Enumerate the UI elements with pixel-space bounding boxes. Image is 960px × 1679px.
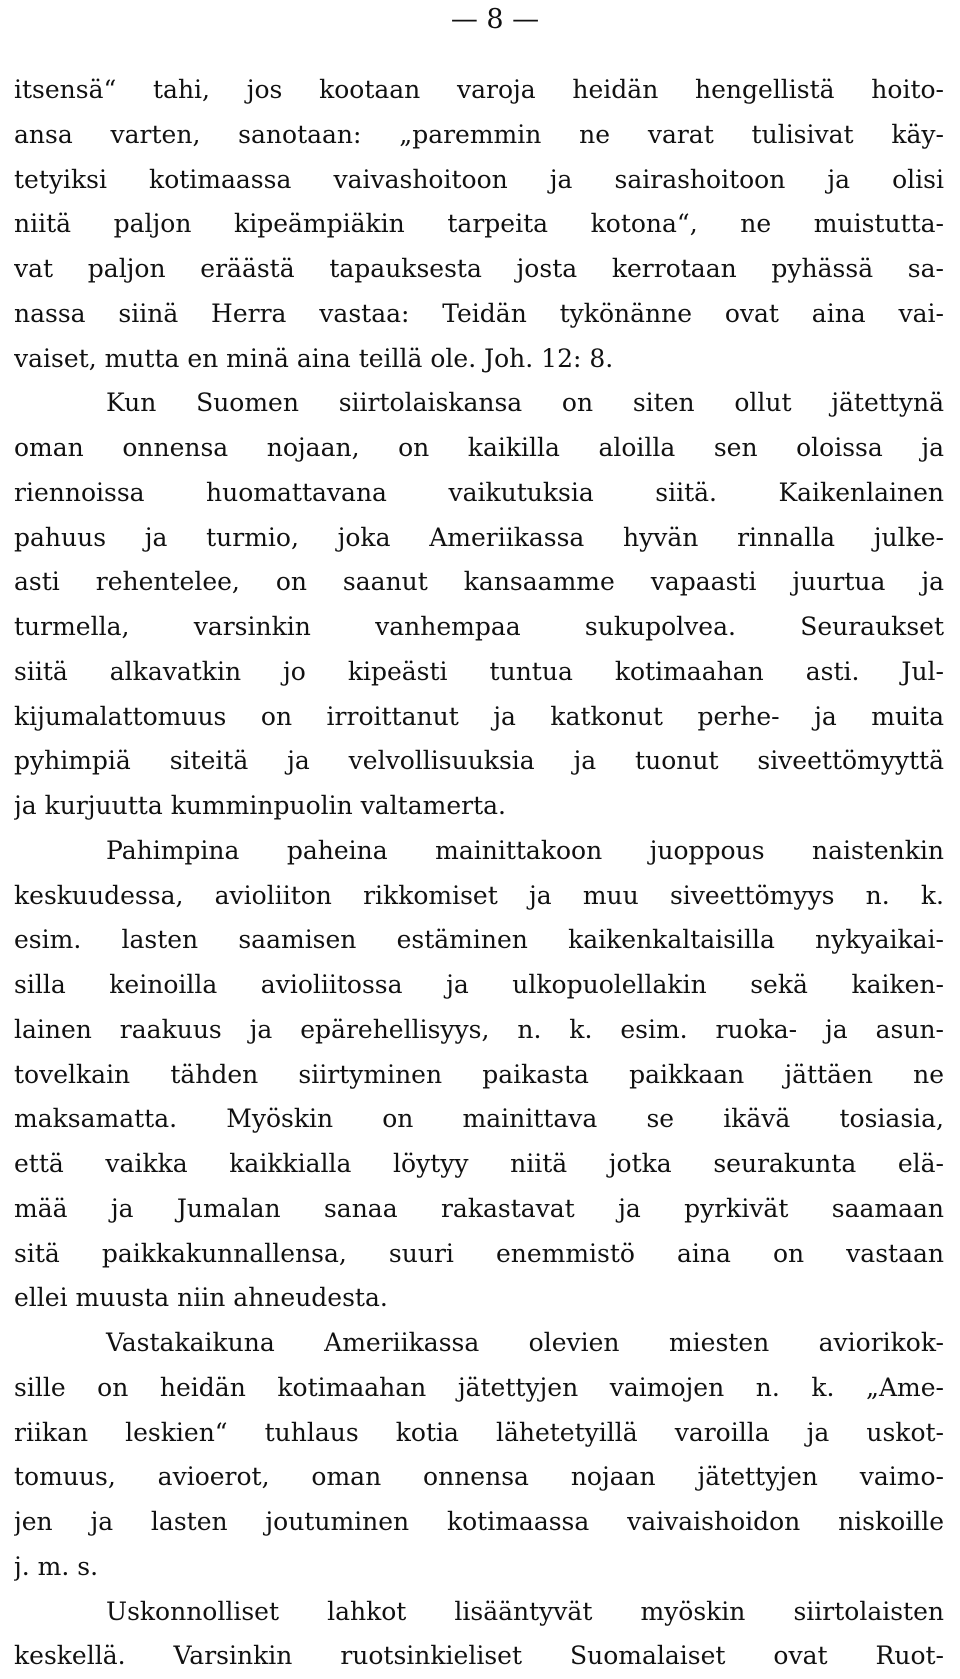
text-line: keskellä. Varsinkin ruotsinkieliset Suomalaiset ovat Ruot- (14, 1641, 944, 1671)
text-line: ellei muusta niin ahneudesta. (14, 1283, 388, 1313)
text-line: siitä alkavatkin jo kipeästi tuntua kotimaahan asti. Jul- (14, 656, 944, 686)
text-line: nassa siinä Herra vastaa: Teidän tykönänne ovat aina vai- (14, 298, 944, 328)
text-line: Uskonnolliset lahkot lisääntyvät myöskin siirtolaisten (106, 1596, 944, 1626)
text-line: turmella, varsinkin vanhempaa sukupolvea. Seuraukset (14, 612, 944, 641)
text-line: pyhimpiä siteitä ja velvollisuuksia ja tuonut siveettömyyttä (14, 746, 944, 776)
text-line: ja kurjuutta kumminpuolin valtamerta. (14, 791, 506, 820)
text-line: vat paljon eräästä tapauksesta josta kerrotaan pyhässä sa- (14, 254, 944, 283)
text-line: Vastakaikuna Ameriikassa olevien miesten aviorikok- (106, 1328, 944, 1357)
text-line: Kun Suomen siirtolaiskansa on siten ollut jätettynä (106, 388, 944, 418)
text-line: että vaikka kaikkialla löytyy niitä jotka seurakunta elä- (14, 1149, 944, 1178)
text-line: tovelkain tähden siirtyminen paikasta paikkaan jättäen ne (14, 1059, 944, 1089)
body-text (14, 68, 944, 1679)
text-line: riennoissa huomattavana vaikutuksia siitä. Kaikenlainen (14, 477, 944, 507)
text-line: itsensä“ tahi, jos kootaan varoja heidän hengellistä hoito- (14, 75, 944, 104)
text-line: ansa varten, sanotaan: „paremmin ne varat tulisivat käy- (14, 119, 944, 149)
text-line: riikan leskien“ tuhlaus kotia lähetetyillä varoilla ja uskot- (14, 1417, 944, 1447)
text-line: j. m. s. (14, 1551, 99, 1581)
text-line: tetyiksi kotimaassa vaivashoitoon ja sairashoitoon ja olisi (14, 164, 944, 194)
text-line: jen ja lasten joutuminen kotimaassa vaivaishoidon niskoille (14, 1507, 944, 1536)
text-line: silla keinoilla avioliitossa ja ulkopuolellakin sekä kaiken- (14, 970, 944, 999)
text-line: mää ja Jumalan sanaa rakastavat ja pyrkivät saamaan (14, 1193, 944, 1223)
text-line: lainen raakuus ja epärehellisyys, n. k. esim. ruoka- ja asun- (14, 1014, 944, 1044)
text-line: niitä paljon kipeämpiäkin tarpeita kotona“, ne muistutta- (14, 209, 944, 239)
text-line: asti rehentelee, on saanut kansaamme vapaasti juurtua ja (14, 567, 944, 597)
text-line: tomuus, avioerot, oman onnensa nojaan jätettyjen vaimo- (14, 1462, 944, 1492)
text-line: vaiset, mutta en minä aina teillä ole. Joh. 12: 8. (14, 343, 614, 373)
text-line: oman onnensa nojaan, on kaikilla aloilla sen oloissa ja (14, 433, 944, 462)
text-line: maksamatta. Myöskin on mainittava se ikävä tosiasia, (14, 1104, 944, 1134)
text-line: esim. lasten saamisen estäminen kaikenkaltaisilla nykyaikai- (14, 925, 944, 955)
page-number: — 8 — (450, 4, 540, 35)
text-line: sitä paikkakunnallensa, suuri enemmistö aina on vastaan (14, 1238, 944, 1268)
text-line: sille on heidän kotimaahan jätettyjen vaimojen n. k. „Ame- (14, 1372, 944, 1402)
text-line: pahuus ja turmio, joka Ameriikassa hyvän rinnalla julke- (14, 522, 944, 552)
text-line: kijumalattomuus on irroittanut ja katkonut perhe- ja muita (14, 701, 944, 731)
text-line: Pahimpina paheina mainittakoon juoppous naistenkin (106, 835, 944, 865)
text-line: keskuudessa, avioliiton rikkomiset ja muu siveettömyys n. k. (14, 880, 944, 910)
